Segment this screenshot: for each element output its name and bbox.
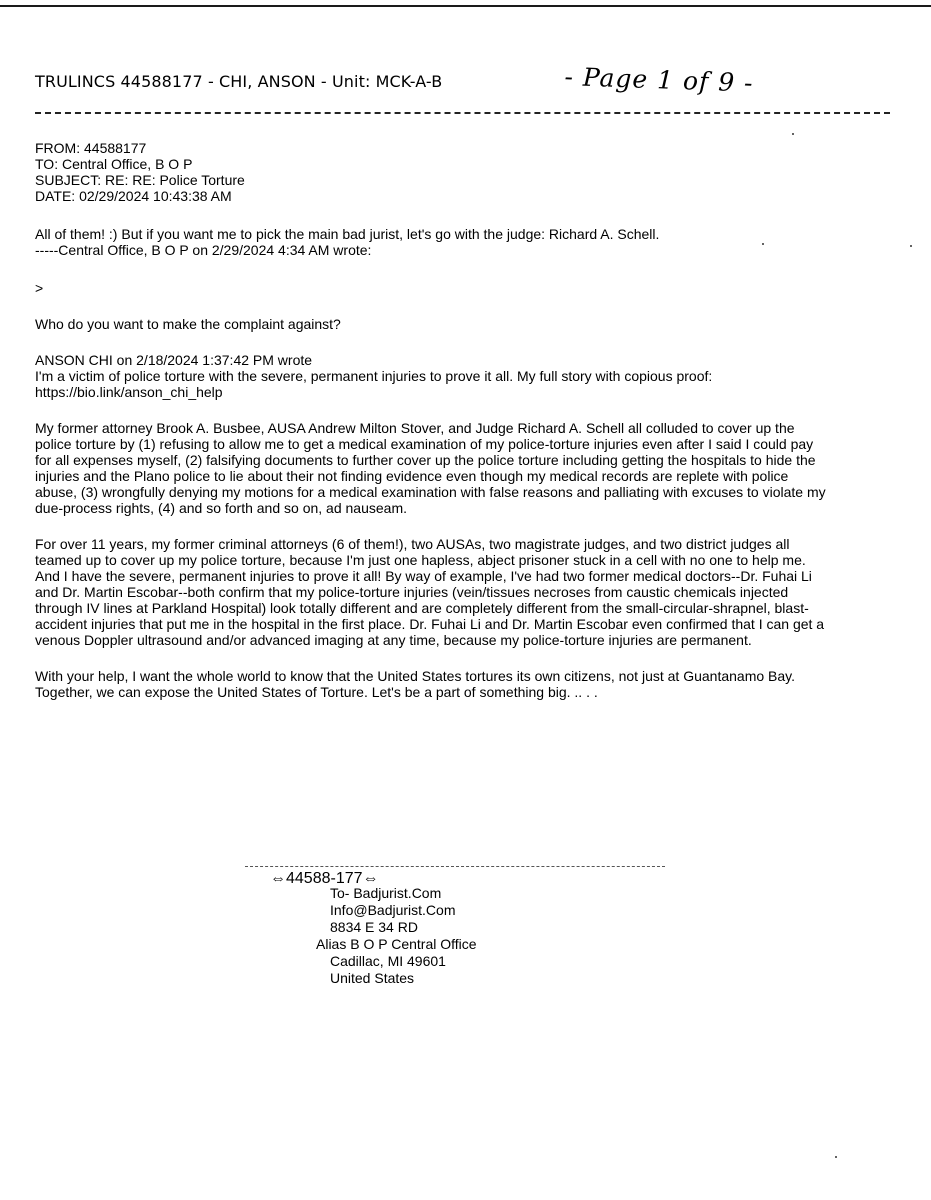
address-line: 8834 E 34 RD (330, 919, 418, 935)
address-line: Alias B O P Central Office (316, 936, 477, 952)
scan-speck (835, 1156, 837, 1158)
paragraph1-line: My former attorney Brook A. Busbee, AUSA Andrew Milton Stover, and Judge Richard A. Schell all colluded to cover up the (35, 420, 795, 436)
paragraph2-line: For over 11 years, my former criminal attorneys (6 of them!), two AUSAs, two magistrate judges, and two district judges all (35, 536, 790, 552)
mailing-address (316, 885, 477, 987)
scan-speck (762, 243, 764, 245)
document-header: TRULINCS 44588177 - CHI, ANSON - Unit: MCK-A-B (35, 72, 443, 91)
paragraph2-line: accident injuries that put me in the hospital in the first place. Dr. Fuhai Li and Dr. Martin Escobar even confirmed that I can get a (35, 616, 825, 632)
original-header: ANSON CHI on 2/18/2024 1:37:42 PM wrote (35, 352, 313, 368)
story-link: https://bio.link/anson_chi_help (35, 384, 223, 400)
to-line: TO: Central Office, B O P (35, 156, 193, 172)
handwritten-page-number: - Page 1 of 9 - (563, 62, 755, 98)
reply-line: All of them! :) But if you want me to pick the main bad jurist, let's go with the judge: Richard A. Schell. (35, 226, 660, 242)
paragraph2-line: through IV lines at Parkland Hospital) look totally different and are completely different from the small-circular-shrapnel, blast- (35, 600, 809, 616)
label-divider (245, 866, 665, 867)
paragraph2-line: teamed up to cover up my police torture, because I'm just one hapless, abject prisoner stuck in a cell with no one to help me. (35, 552, 806, 568)
paragraph1-line: for all expenses myself, (2) falsifying documents to further cover up the police torture including getting the hospitals to hide the (35, 452, 816, 468)
paragraph1-line: due-process rights, (4) and so forth and so on, ad nauseam. (35, 500, 407, 516)
header-divider (35, 112, 890, 114)
original-line: I'm a victim of police torture with the severe, permanent injuries to prove it all. My full story with copious proof: (35, 368, 713, 384)
address-line: Cadillac, MI 49601 (330, 953, 446, 969)
subject-line: SUBJECT: RE: RE: Police Torture (35, 172, 245, 188)
paragraph3-line: Together, we can expose the United States of Torture. Let's be a part of something big. .. . . (35, 684, 598, 700)
address-line: To- Badjurist.Com (330, 885, 442, 901)
paragraph1-line: injuries and the Plano police to lie about their not finding evidence even though my medical records are replete with police (35, 468, 789, 484)
quote-marker: > (35, 280, 44, 296)
date-line: DATE: 02/29/2024 10:43:38 AM (35, 188, 232, 204)
paragraph2-line: venous Doppler ultrasound and/or advanced imaging at any time, because my police-torture injuries are permanent. (35, 632, 752, 648)
paragraph2-line: and Dr. Martin Escobar--both confirm that my police-torture injuries (vein/tissues necroses from caustic chemicals injected (35, 584, 789, 600)
scan-speck (792, 133, 794, 135)
paragraph2-line: And I have the severe, permanent injuries to prove it all! By way of example, I've had two former medical doctors--Dr. Fuhai Li (35, 568, 812, 584)
address-line: Info@Badjurist.Com (330, 902, 456, 918)
question-line: Who do you want to make the complaint against? (35, 316, 341, 332)
paragraph3-line: With your help, I want the whole world to know that the United States tortures its own citizens, not just at Guantanamo Bay. (35, 668, 796, 684)
paragraph1-line: abuse, (3) wrongfully denying my motions for a medical examination with false reasons and palliating with excuses to violate my (35, 484, 826, 500)
scan-speck (910, 245, 912, 247)
from-line: FROM: 44588177 (35, 140, 147, 156)
paragraph1-line: police torture by (1) refusing to allow me to get a medical examination of my police-torture injuries even after I said I could pay (35, 436, 814, 452)
inmate-id-label: ⇔44588-177⇔ (270, 870, 379, 887)
scan-top-border (0, 5, 931, 7)
address-line: United States (330, 970, 415, 986)
message-body (35, 140, 905, 700)
quoted-header: -----Central Office, B O P on 2/29/2024 4:34 AM wrote: (35, 242, 372, 258)
